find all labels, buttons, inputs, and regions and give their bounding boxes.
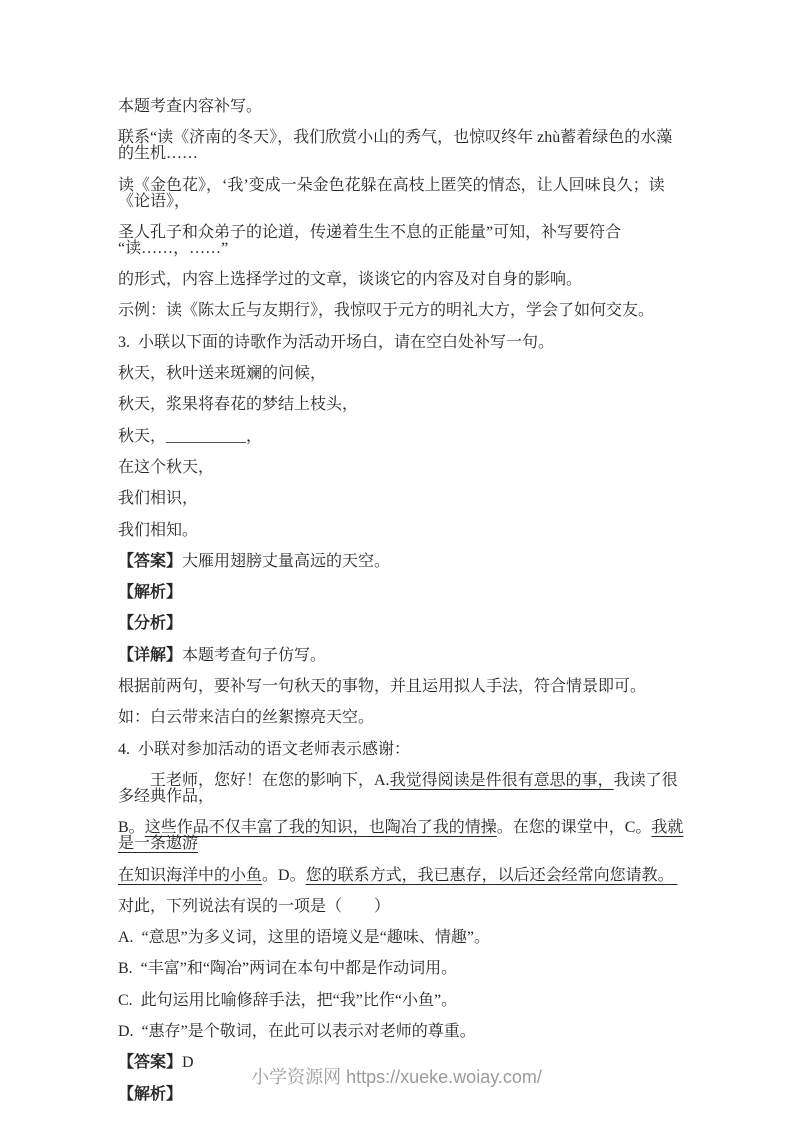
text-segment: 3. 小联以下面的诗歌作为活动开场白，请在空白处补写一句。	[118, 333, 555, 351]
text-segment: 我就是一条遨游	[118, 819, 684, 853]
text-line	[118, 335, 684, 351]
text-line	[118, 930, 684, 946]
text-segment: 本题考查内容补写。	[118, 98, 263, 115]
bracket-marker: 【解析】	[118, 1085, 183, 1103]
text-line	[118, 993, 684, 1009]
text-segment: 大雁用翅膀丈量高远的天空。	[182, 552, 391, 570]
text-segment: A. “意思”为多义词，这里的语境义是“趣味、情趣”。	[118, 929, 490, 947]
text-segment: 我们相知。	[118, 521, 199, 539]
text-segment: 我觉得阅读是件很有意思的事，	[389, 771, 614, 789]
text-segment: C. 此句运用比喻修辞手法，把“我”比作“小鱼”。	[118, 991, 458, 1009]
text-line	[118, 397, 684, 413]
text-line	[118, 460, 684, 476]
text-segment: 秋天，秋叶送来斑斓的问候，	[118, 365, 327, 383]
bracket-marker: 【分析】	[118, 615, 183, 633]
answer-blank: __________	[166, 427, 247, 445]
text-segment: 的形式，内容上选择学过的文章，谈谈它的内容及对自身的影响。	[118, 271, 583, 289]
text-line	[118, 773, 684, 805]
text-line	[118, 585, 684, 601]
text-segment: 秋天，浆果将春花的梦结上枝头，	[118, 396, 359, 414]
text-line	[118, 899, 684, 915]
text-segment: 读《金色花》，‘我’变成一朵金色花躲在高枝上匿笑的情态，让人回味良久；读《论语》，	[118, 176, 665, 210]
text-segment: 秋天，	[118, 427, 167, 445]
text-line	[118, 429, 684, 445]
text-segment: 联系“读《济南的冬天》，我们欣赏小山的秀气，也惊叹终年 zhù蓄着绿色的水藻的生机……	[118, 129, 673, 163]
text-segment: 对此，下列说法有误的一项是（ ）	[118, 897, 391, 915]
text-line	[118, 616, 684, 632]
text-segment: 在这个秋天，	[118, 458, 215, 476]
bracket-marker: 【答案】	[118, 552, 183, 570]
text-line	[118, 742, 684, 758]
text-segment: B. “丰富”和“陶冶”两词在本句中都是作动词用。	[118, 960, 458, 978]
text-segment: 这些作品不仅丰富了我的知识，也陶冶了我的情操	[144, 819, 497, 837]
text-line	[118, 961, 684, 977]
text-line	[118, 710, 684, 726]
text-line	[118, 366, 684, 382]
text-line	[118, 648, 684, 664]
text-line	[118, 820, 684, 852]
text-segment: 本题考查句子仿写。	[182, 646, 327, 664]
footer-site-url: https://xueke.woiay.com/	[346, 1067, 542, 1087]
text-line	[118, 130, 684, 162]
text-line	[118, 868, 684, 884]
text-line	[118, 523, 684, 539]
document-body	[118, 99, 684, 1118]
text-segment: 。D。	[262, 866, 306, 884]
text-line	[118, 99, 684, 115]
text-segment: B。	[118, 819, 145, 837]
footer-watermark	[0, 1066, 793, 1088]
text-segment: 。在您的课堂中，C。	[496, 819, 652, 837]
text-segment: 示例：读《陈太丘与友期行》，我惊叹于元方的明礼大方，学会了如何交友。	[118, 302, 655, 320]
bracket-marker: 【详解】	[118, 646, 183, 664]
text-segment: D	[182, 1054, 194, 1072]
text-line	[118, 491, 684, 507]
bracket-marker: 【答案】	[118, 1054, 183, 1072]
text-segment: 王老师，您好！在您的影响下，A.	[150, 771, 390, 789]
text-line	[118, 178, 684, 210]
text-segment: 圣人孔子和众弟子的论道，传递着生生不息的正能量”可知，补写要符合“读……，……”	[118, 223, 622, 257]
text-line	[118, 1087, 684, 1103]
text-segment: 根据前两句，要补写一句秋天的事物，并且运用拟人手法，符合情景即可。	[118, 678, 647, 696]
text-line	[118, 225, 684, 257]
text-segment: 如：白云带来洁白的丝絮擦亮天空。	[118, 709, 375, 727]
text-segment: 在知识海洋中的小鱼	[118, 866, 263, 884]
bracket-marker: 【解析】	[118, 584, 183, 602]
text-segment: D. “惠存”是个敬词，在此可以表示对老师的尊重。	[118, 1023, 476, 1041]
footer-site-name: 小学资源网	[251, 1067, 342, 1087]
text-segment: ，	[246, 427, 263, 445]
text-segment: 4. 小联对参加活动的语文老师表示感谢：	[118, 740, 411, 758]
text-line	[118, 554, 684, 570]
text-segment: 我读了很多经典作品，	[118, 771, 678, 805]
text-line	[118, 272, 684, 288]
text-segment: 您的联系方式，我已惠存，以后还会经常向您请教。	[305, 866, 678, 884]
text-line	[118, 1024, 684, 1040]
text-segment: 我们相识，	[118, 490, 199, 508]
text-line	[118, 679, 684, 695]
text-line	[118, 303, 684, 319]
